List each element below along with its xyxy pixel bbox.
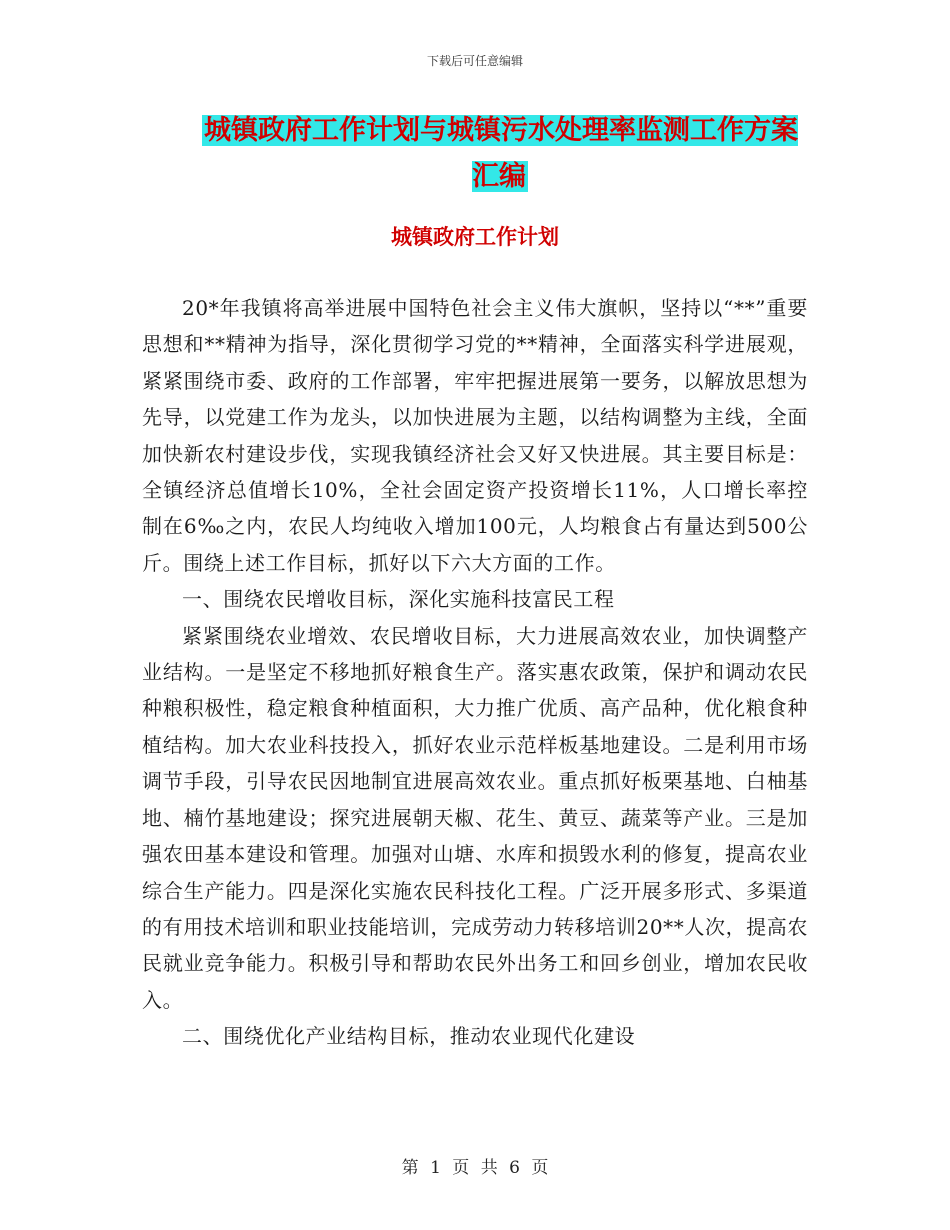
page-footer: 第 1 页 共 6 页 [401, 1158, 549, 1178]
document-title-text: 城镇政府工作计划与城镇污水处理率监测工作方案汇编 [204, 115, 798, 192]
subheading-2: 二、围绕优化产业结构目标，推动农业现代化建设 [182, 1024, 636, 1049]
paragraph-intro: 20*年我镇将高举进展中国特色社会主义伟大旗帜，坚持以“**”重要思想和**精神为指导，深化贯彻学习党的**精神，全面落实科学进展观，紧紧围绕市委、政府的工作部署，牢牢把握进展第一要务，以解放思想为先导，以党建工作为龙头，以加快进展为主题，以结构调整为主线，全面加快新农村建设步伐，实现我镇经济社会又好又快进展。其主要目标是：全镇经济总值增长10%，全社会固定资产投资增长11%，人口增长率控制在6‰之内，农民人均纯收入增加100元，人均粮食占有量达到500公斤。围绕上述工作目标，抓好以下六大方面的工作。 [142, 296, 808, 575]
body-text [142, 290, 808, 1055]
paragraph-1: 紧紧围绕农业增效、农民增收目标，大力进展高效农业，加快调整产业结构。一是坚定不移地抓好粮食生产。落实惠农政策，保护和调动农民种粮积极性，稳定粮食种植面积，大力推广优质、高产品种，优化粮食种植结构。加大农业科技投入，抓好农业示范样板基地建设。二是利用市场调节手段，引导农民因地制宜进展高效农业。重点抓好板栗基地、白柚基地、楠竹基地建设；探究进展朝天椒、花生、黄豆、蔬菜等产业。三是加强农田基本建设和管理。加强对山塘、水库和损毁水利的修复，提高农业综合生产能力。四是深化实施农民科技化工程。广泛开展多形式、多渠道的有用技术培训和职业技能培训，完成劳动力转移培训20**人次，提高农民就业竞争能力。积极引导和帮助农民外出务工和回乡创业，增加农民收入。 [142, 623, 808, 1012]
section-heading: 城镇政府工作计划 [391, 224, 559, 249]
header-note: 下载后可任意编辑 [426, 54, 523, 68]
subheading-1: 一、围绕农民增收目标，深化实施科技富民工程 [182, 587, 615, 612]
document-title [195, 108, 805, 200]
